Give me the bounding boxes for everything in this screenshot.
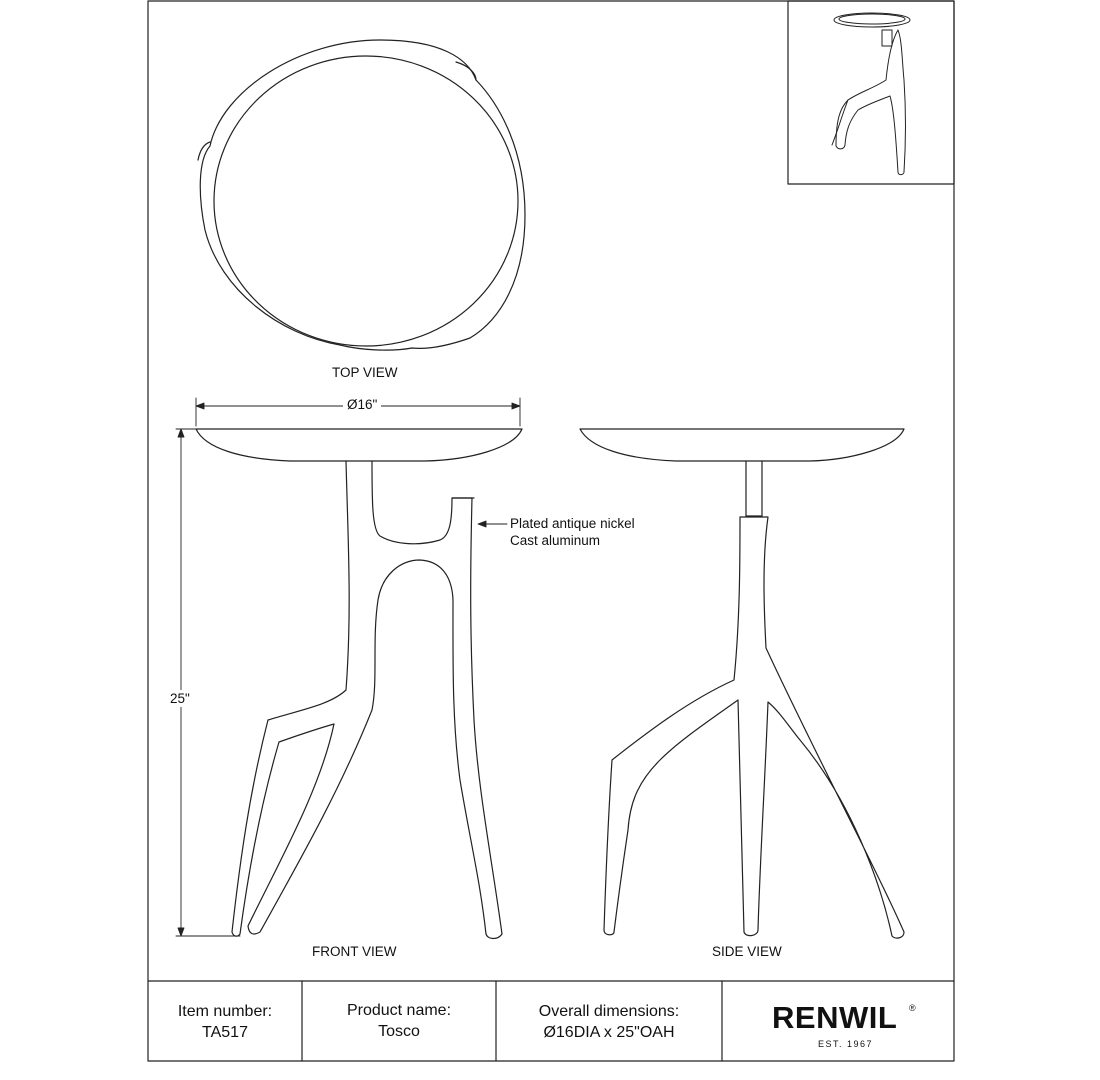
item-number-label: Item number:	[177, 1003, 273, 1020]
brand-logo-wordmark: RENWIL	[772, 1000, 898, 1035]
front-view-drawing	[196, 429, 522, 939]
height-dimension	[176, 429, 240, 936]
product-name-value: Tosco	[378, 1023, 420, 1040]
side-view-label: SIDE VIEW	[712, 944, 782, 959]
diameter-label: Ø16"	[343, 397, 381, 412]
height-label: 25"	[170, 691, 190, 706]
perspective-thumbnail-drawing	[832, 13, 910, 175]
callout-finish: Plated antique nickel	[510, 516, 635, 531]
side-view-drawing	[580, 429, 904, 938]
front-view-label: FRONT VIEW	[312, 944, 397, 959]
top-view-drawing	[198, 40, 525, 350]
callout-material: Cast aluminum	[510, 533, 601, 548]
overall-dimensions-value: Ø16DIA x 25"OAH	[543, 1024, 675, 1041]
sheet-border	[148, 1, 954, 1061]
material-callout-leader	[478, 521, 507, 527]
product-name-label: Product name:	[346, 1002, 452, 1019]
brand-established: EST. 1967	[818, 1039, 874, 1049]
registered-mark: ®	[909, 1003, 916, 1013]
top-view-label: TOP VIEW	[332, 365, 398, 380]
perspective-thumbnail-frame	[788, 1, 954, 184]
overall-dimensions-label: Overall dimensions:	[538, 1003, 680, 1020]
item-number-value: TA517	[202, 1024, 248, 1041]
